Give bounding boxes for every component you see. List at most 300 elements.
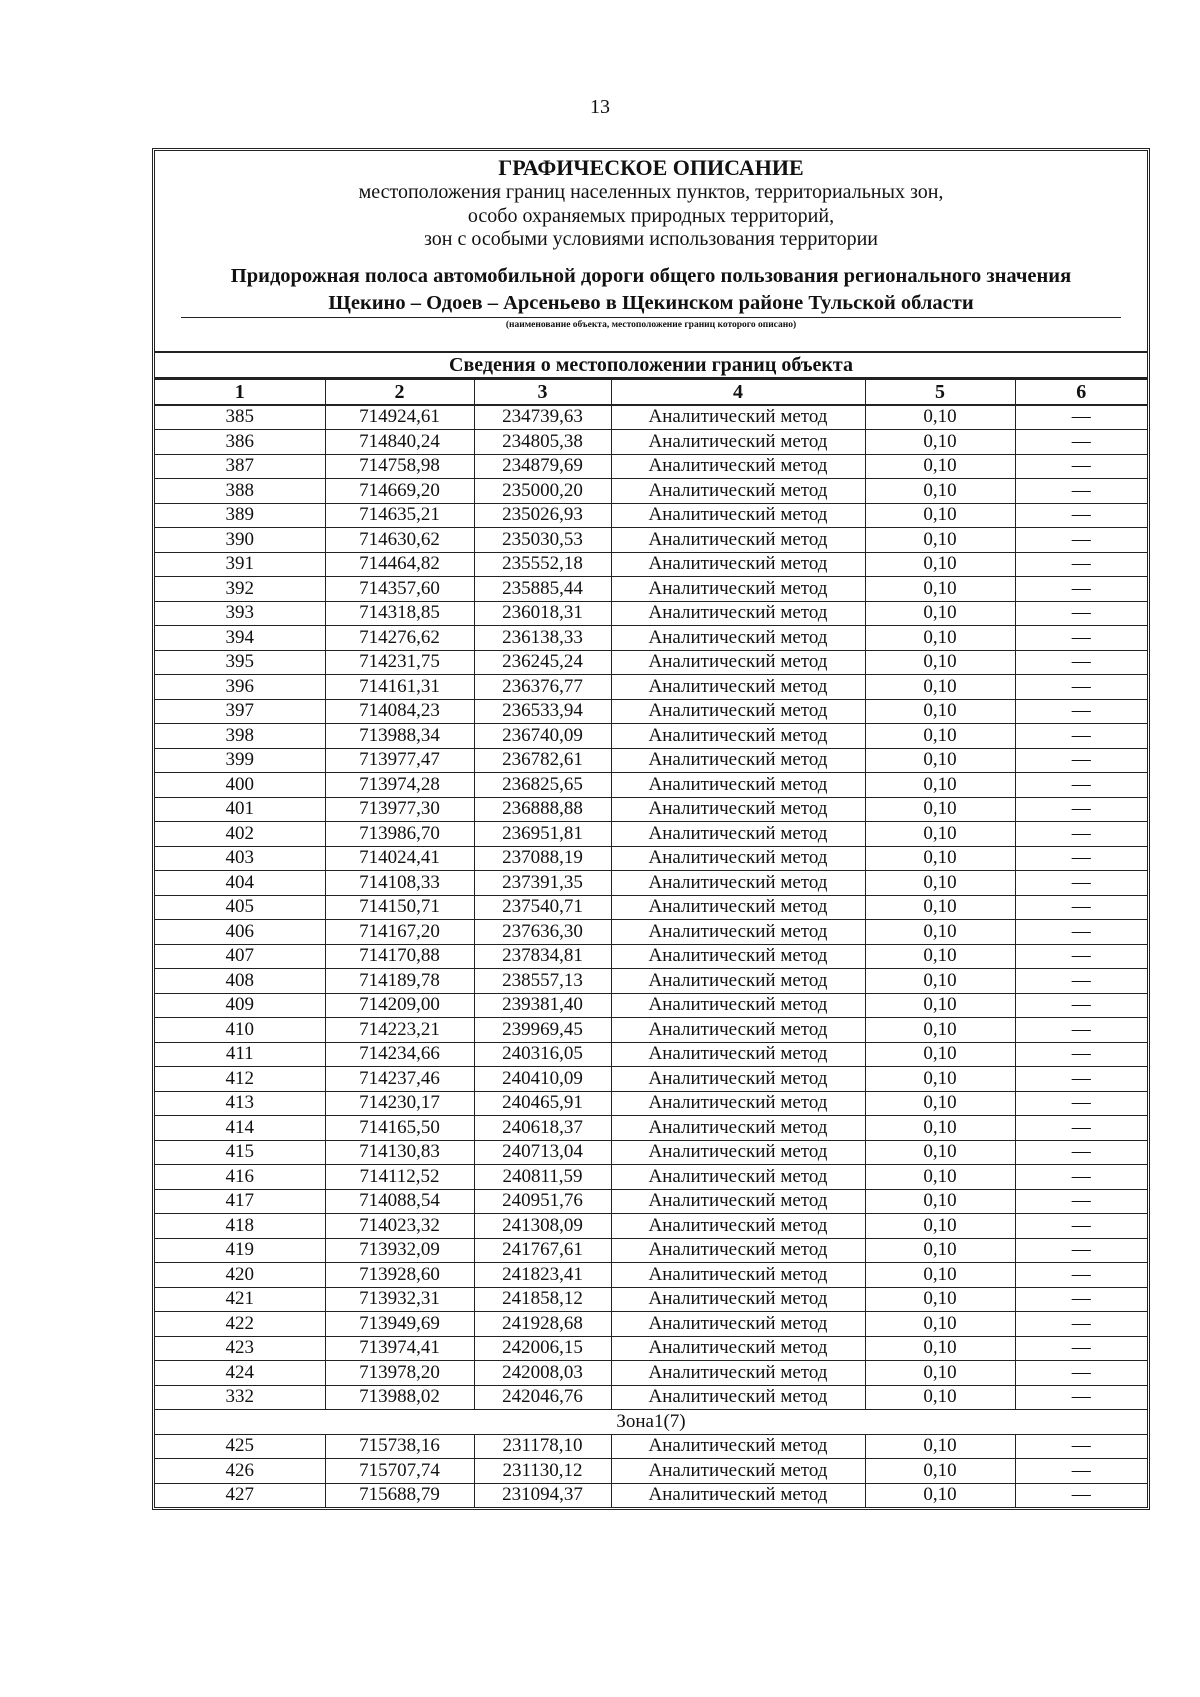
point-number-cell: 408 (155, 969, 325, 994)
x-coordinate-cell: 714464,82 (325, 552, 474, 577)
y-coordinate-cell: 237834,81 (474, 944, 611, 969)
x-coordinate-cell: 714130,83 (325, 1140, 474, 1165)
table-row (155, 675, 1147, 700)
x-coordinate-cell: 714223,21 (325, 1018, 474, 1043)
accuracy-cell: 0,10 (865, 1067, 1015, 1092)
description-cell: — (1015, 871, 1147, 896)
table-row (155, 1042, 1147, 1067)
x-coordinate-cell: 714108,33 (325, 871, 474, 896)
accuracy-cell: 0,10 (865, 601, 1015, 626)
x-coordinate-cell: 714669,20 (325, 479, 474, 504)
column-header: 3 (474, 380, 611, 405)
method-cell: Аналитический метод (611, 552, 865, 577)
y-coordinate-cell: 240713,04 (474, 1140, 611, 1165)
method-cell: Аналитический метод (611, 699, 865, 724)
table-row (155, 920, 1147, 945)
table-row (155, 577, 1147, 602)
description-cell: — (1015, 944, 1147, 969)
y-coordinate-cell: 235552,18 (474, 552, 611, 577)
y-coordinate-cell: 236782,61 (474, 748, 611, 773)
accuracy-cell: 0,10 (865, 650, 1015, 675)
description-cell: — (1015, 1336, 1147, 1361)
point-number-cell: 400 (155, 773, 325, 798)
method-cell: Аналитический метод (611, 479, 865, 504)
table-row (155, 724, 1147, 749)
point-number-cell: 424 (155, 1361, 325, 1386)
x-coordinate-cell: 715738,16 (325, 1434, 474, 1459)
point-number-cell: 402 (155, 822, 325, 847)
accuracy-cell: 0,10 (865, 675, 1015, 700)
description-cell: — (1015, 993, 1147, 1018)
point-number-cell: 332 (155, 1385, 325, 1410)
accuracy-cell: 0,10 (865, 1483, 1015, 1507)
point-number-cell: 413 (155, 1091, 325, 1116)
y-coordinate-cell: 236533,94 (474, 699, 611, 724)
document-subtitle (155, 181, 1147, 252)
document-title: ГРАФИЧЕСКОЕ ОПИСАНИЕ (498, 155, 804, 180)
table-row (155, 503, 1147, 528)
method-cell: Аналитический метод (611, 944, 865, 969)
method-cell: Аналитический метод (611, 895, 865, 920)
point-number-cell: 411 (155, 1042, 325, 1067)
x-coordinate-cell: 713988,02 (325, 1385, 474, 1410)
point-number-cell: 419 (155, 1238, 325, 1263)
table-row (155, 1091, 1147, 1116)
document-header (155, 151, 1147, 353)
table-row (155, 699, 1147, 724)
method-cell: Аналитический метод (611, 1140, 865, 1165)
table-row (155, 1189, 1147, 1214)
y-coordinate-cell: 241823,41 (474, 1263, 611, 1288)
table-row (155, 1263, 1147, 1288)
method-cell: Аналитический метод (611, 405, 865, 430)
y-coordinate-cell: 240465,91 (474, 1091, 611, 1116)
method-cell: Аналитический метод (611, 920, 865, 945)
description-cell: — (1015, 797, 1147, 822)
accuracy-cell: 0,10 (865, 1238, 1015, 1263)
method-cell: Аналитический метод (611, 1434, 865, 1459)
point-number-cell: 396 (155, 675, 325, 700)
table-row (155, 797, 1147, 822)
description-cell: — (1015, 1140, 1147, 1165)
table-row (155, 1165, 1147, 1190)
accuracy-cell: 0,10 (865, 1385, 1015, 1410)
method-cell: Аналитический метод (611, 773, 865, 798)
point-number-cell: 414 (155, 1116, 325, 1141)
x-coordinate-cell: 714165,50 (325, 1116, 474, 1141)
description-cell: — (1015, 1116, 1147, 1141)
point-number-cell: 394 (155, 626, 325, 651)
y-coordinate-cell: 231178,10 (474, 1434, 611, 1459)
accuracy-cell: 0,10 (865, 1091, 1015, 1116)
table-row (155, 1483, 1147, 1507)
x-coordinate-cell: 715688,79 (325, 1483, 474, 1507)
description-cell: — (1015, 430, 1147, 455)
description-cell: — (1015, 1214, 1147, 1239)
point-number-cell: 397 (155, 699, 325, 724)
zone-label: Зона1(7) (155, 1410, 1147, 1435)
x-coordinate-cell: 714237,46 (325, 1067, 474, 1092)
accuracy-cell: 0,10 (865, 1042, 1015, 1067)
method-cell: Аналитический метод (611, 601, 865, 626)
table-row (155, 430, 1147, 455)
x-coordinate-cell: 714209,00 (325, 993, 474, 1018)
table-row (155, 895, 1147, 920)
accuracy-cell: 0,10 (865, 993, 1015, 1018)
x-coordinate-cell: 714230,17 (325, 1091, 474, 1116)
description-cell: — (1015, 1459, 1147, 1484)
y-coordinate-cell: 234879,69 (474, 454, 611, 479)
x-coordinate-cell: 713928,60 (325, 1263, 474, 1288)
accuracy-cell: 0,10 (865, 528, 1015, 553)
y-coordinate-cell: 234739,63 (474, 405, 611, 430)
y-coordinate-cell: 231130,12 (474, 1459, 611, 1484)
page-number: 13 (590, 96, 610, 118)
accuracy-cell: 0,10 (865, 1361, 1015, 1386)
point-number-cell: 391 (155, 552, 325, 577)
accuracy-cell: 0,10 (865, 1116, 1015, 1141)
description-cell: — (1015, 748, 1147, 773)
accuracy-cell: 0,10 (865, 1434, 1015, 1459)
table-row (155, 1459, 1147, 1484)
point-number-cell: 390 (155, 528, 325, 553)
subtitle-line: особо охраняемых природных территорий, (467, 204, 835, 227)
point-number-cell: 407 (155, 944, 325, 969)
x-coordinate-cell: 713949,69 (325, 1312, 474, 1337)
accuracy-cell: 0,10 (865, 503, 1015, 528)
table-row (155, 773, 1147, 798)
description-cell: — (1015, 528, 1147, 553)
y-coordinate-cell: 236740,09 (474, 724, 611, 749)
description-cell: — (1015, 503, 1147, 528)
x-coordinate-cell: 713988,34 (325, 724, 474, 749)
x-coordinate-cell: 714084,23 (325, 699, 474, 724)
accuracy-cell: 0,10 (865, 920, 1015, 945)
y-coordinate-cell: 240410,09 (474, 1067, 611, 1092)
description-cell: — (1015, 822, 1147, 847)
accuracy-cell: 0,10 (865, 454, 1015, 479)
y-coordinate-cell: 242046,76 (474, 1385, 611, 1410)
point-number-cell: 385 (155, 405, 325, 430)
point-number-cell: 389 (155, 503, 325, 528)
y-coordinate-cell: 237391,35 (474, 871, 611, 896)
x-coordinate-cell: 714189,78 (325, 969, 474, 994)
y-coordinate-cell: 235030,53 (474, 528, 611, 553)
y-coordinate-cell: 240951,76 (474, 1189, 611, 1214)
table-row (155, 1140, 1147, 1165)
description-cell: — (1015, 626, 1147, 651)
description-cell: — (1015, 1189, 1147, 1214)
y-coordinate-cell: 237540,71 (474, 895, 611, 920)
x-coordinate-cell: 714170,88 (325, 944, 474, 969)
object-underline (181, 317, 1121, 318)
description-cell: — (1015, 699, 1147, 724)
description-cell: — (1015, 1042, 1147, 1067)
point-number-cell: 426 (155, 1459, 325, 1484)
point-number-cell: 403 (155, 846, 325, 871)
x-coordinate-cell: 713974,41 (325, 1336, 474, 1361)
point-number-cell: 409 (155, 993, 325, 1018)
method-cell: Аналитический метод (611, 1238, 865, 1263)
method-cell: Аналитический метод (611, 1459, 865, 1484)
description-cell: — (1015, 724, 1147, 749)
description-cell: — (1015, 1287, 1147, 1312)
method-cell: Аналитический метод (611, 1067, 865, 1092)
method-cell: Аналитический метод (611, 846, 865, 871)
object-name-line: Придорожная полоса автомобильной дороги общего пользования регионального значения (230, 265, 1072, 287)
accuracy-cell: 0,10 (865, 1312, 1015, 1337)
table-row (155, 479, 1147, 504)
description-cell: — (1015, 675, 1147, 700)
table-row (155, 748, 1147, 773)
point-number-cell: 406 (155, 920, 325, 945)
description-cell: — (1015, 454, 1147, 479)
x-coordinate-cell: 713978,20 (325, 1361, 474, 1386)
point-number-cell: 410 (155, 1018, 325, 1043)
method-cell: Аналитический метод (611, 675, 865, 700)
y-coordinate-cell: 241928,68 (474, 1312, 611, 1337)
y-coordinate-cell: 240618,37 (474, 1116, 611, 1141)
y-coordinate-cell: 236825,65 (474, 773, 611, 798)
description-cell: — (1015, 1434, 1147, 1459)
y-coordinate-cell: 241767,61 (474, 1238, 611, 1263)
description-cell: — (1015, 552, 1147, 577)
table-row (155, 1434, 1147, 1459)
y-coordinate-cell: 236376,77 (474, 675, 611, 700)
point-number-cell: 418 (155, 1214, 325, 1239)
accuracy-cell: 0,10 (865, 773, 1015, 798)
column-header: 2 (325, 380, 474, 405)
coordinates-table (155, 379, 1147, 1507)
table-row (155, 1238, 1147, 1263)
accuracy-cell: 0,10 (865, 577, 1015, 602)
accuracy-cell: 0,10 (865, 1459, 1015, 1484)
table-row (155, 993, 1147, 1018)
y-coordinate-cell: 236138,33 (474, 626, 611, 651)
table-row (155, 1116, 1147, 1141)
method-cell: Аналитический метод (611, 454, 865, 479)
table-row (155, 822, 1147, 847)
method-cell: Аналитический метод (611, 1336, 865, 1361)
accuracy-cell: 0,10 (865, 822, 1015, 847)
accuracy-cell: 0,10 (865, 846, 1015, 871)
table-row (155, 1287, 1147, 1312)
method-cell: Аналитический метод (611, 1116, 865, 1141)
table-row (155, 1067, 1147, 1092)
method-cell: Аналитический метод (611, 724, 865, 749)
description-cell: — (1015, 1091, 1147, 1116)
point-number-cell: 386 (155, 430, 325, 455)
y-coordinate-cell: 236888,88 (474, 797, 611, 822)
accuracy-cell: 0,10 (865, 1336, 1015, 1361)
description-cell: — (1015, 1263, 1147, 1288)
description-cell: — (1015, 1018, 1147, 1043)
x-coordinate-cell: 714167,20 (325, 920, 474, 945)
method-cell: Аналитический метод (611, 1214, 865, 1239)
y-coordinate-cell: 241858,12 (474, 1287, 611, 1312)
method-cell: Аналитический метод (611, 1483, 865, 1507)
accuracy-cell: 0,10 (865, 797, 1015, 822)
object-name-line: Щекино – Одоев – Арсеньево в Щекинском районе Тульской области (328, 292, 974, 314)
table-row (155, 871, 1147, 896)
object-name (155, 263, 1147, 317)
table-row (155, 650, 1147, 675)
x-coordinate-cell: 714150,71 (325, 895, 474, 920)
table-row (155, 405, 1147, 430)
point-number-cell: 404 (155, 871, 325, 896)
method-cell: Аналитический метод (611, 1165, 865, 1190)
point-number-cell: 412 (155, 1067, 325, 1092)
point-number-cell: 393 (155, 601, 325, 626)
description-cell: — (1015, 1312, 1147, 1337)
method-cell: Аналитический метод (611, 1018, 865, 1043)
x-coordinate-cell: 713974,28 (325, 773, 474, 798)
x-coordinate-cell: 714630,62 (325, 528, 474, 553)
method-cell: Аналитический метод (611, 1361, 865, 1386)
x-coordinate-cell: 714840,24 (325, 430, 474, 455)
description-cell: — (1015, 650, 1147, 675)
description-cell: — (1015, 1238, 1147, 1263)
x-coordinate-cell: 714023,32 (325, 1214, 474, 1239)
x-coordinate-cell: 714276,62 (325, 626, 474, 651)
accuracy-cell: 0,10 (865, 1018, 1015, 1043)
y-coordinate-cell: 236951,81 (474, 822, 611, 847)
point-number-cell: 425 (155, 1434, 325, 1459)
method-cell: Аналитический метод (611, 626, 865, 651)
method-cell: Аналитический метод (611, 822, 865, 847)
x-coordinate-cell: 713932,09 (325, 1238, 474, 1263)
method-cell: Аналитический метод (611, 1287, 865, 1312)
x-coordinate-cell: 714758,98 (325, 454, 474, 479)
accuracy-cell: 0,10 (865, 552, 1015, 577)
description-cell: — (1015, 1385, 1147, 1410)
y-coordinate-cell: 238557,13 (474, 969, 611, 994)
y-coordinate-cell: 235026,93 (474, 503, 611, 528)
accuracy-cell: 0,10 (865, 626, 1015, 651)
description-cell: — (1015, 1165, 1147, 1190)
subtitle-line: местоположения границ населенных пунктов, территориальных зон, (358, 181, 944, 203)
section-title: Сведения о местоположении границ объекта (155, 353, 1147, 379)
accuracy-cell: 0,10 (865, 699, 1015, 724)
y-coordinate-cell: 240811,59 (474, 1165, 611, 1190)
table-row (155, 1312, 1147, 1337)
description-cell: — (1015, 601, 1147, 626)
y-coordinate-cell: 239969,45 (474, 1018, 611, 1043)
x-coordinate-cell: 713986,70 (325, 822, 474, 847)
accuracy-cell: 0,10 (865, 405, 1015, 430)
point-number-cell: 401 (155, 797, 325, 822)
method-cell: Аналитический метод (611, 1091, 865, 1116)
method-cell: Аналитический метод (611, 1263, 865, 1288)
y-coordinate-cell: 242008,03 (474, 1361, 611, 1386)
y-coordinate-cell: 242006,15 (474, 1336, 611, 1361)
point-number-cell: 387 (155, 454, 325, 479)
x-coordinate-cell: 714112,52 (325, 1165, 474, 1190)
point-number-cell: 420 (155, 1263, 325, 1288)
point-number-cell: 392 (155, 577, 325, 602)
method-cell: Аналитический метод (611, 748, 865, 773)
x-coordinate-cell: 714924,61 (325, 405, 474, 430)
x-coordinate-cell: 714234,66 (325, 1042, 474, 1067)
x-coordinate-cell: 714161,31 (325, 675, 474, 700)
y-coordinate-cell: 240316,05 (474, 1042, 611, 1067)
document-frame (152, 148, 1150, 1510)
accuracy-cell: 0,10 (865, 871, 1015, 896)
table-row (155, 626, 1147, 651)
table-header-row (155, 380, 1147, 405)
table-row (155, 1361, 1147, 1386)
column-header: 6 (1015, 380, 1147, 405)
accuracy-cell: 0,10 (865, 724, 1015, 749)
y-coordinate-cell: 239381,40 (474, 993, 611, 1018)
description-cell: — (1015, 479, 1147, 504)
description-cell: — (1015, 969, 1147, 994)
object-caption: (наименование объекта, местоположение границ которого описано) (505, 320, 797, 330)
y-coordinate-cell: 237636,30 (474, 920, 611, 945)
subtitle-line: зон с особыми условиями использования территории (423, 228, 879, 250)
table-row (155, 528, 1147, 553)
accuracy-cell: 0,10 (865, 895, 1015, 920)
x-coordinate-cell: 713977,47 (325, 748, 474, 773)
table-row (155, 1336, 1147, 1361)
point-number-cell: 427 (155, 1483, 325, 1507)
y-coordinate-cell: 236018,31 (474, 601, 611, 626)
accuracy-cell: 0,10 (865, 1287, 1015, 1312)
description-cell: — (1015, 1067, 1147, 1092)
table-row (155, 552, 1147, 577)
point-number-cell: 416 (155, 1165, 325, 1190)
description-cell: — (1015, 895, 1147, 920)
y-coordinate-cell: 235885,44 (474, 577, 611, 602)
accuracy-cell: 0,10 (865, 430, 1015, 455)
table-row (155, 601, 1147, 626)
description-cell: — (1015, 405, 1147, 430)
point-number-cell: 405 (155, 895, 325, 920)
table-row (155, 1018, 1147, 1043)
y-coordinate-cell: 236245,24 (474, 650, 611, 675)
accuracy-cell: 0,10 (865, 1263, 1015, 1288)
accuracy-cell: 0,10 (865, 1189, 1015, 1214)
method-cell: Аналитический метод (611, 577, 865, 602)
point-number-cell: 415 (155, 1140, 325, 1165)
y-coordinate-cell: 234805,38 (474, 430, 611, 455)
description-cell: — (1015, 846, 1147, 871)
y-coordinate-cell: 231094,37 (474, 1483, 611, 1507)
method-cell: Аналитический метод (611, 430, 865, 455)
x-coordinate-cell: 714635,21 (325, 503, 474, 528)
x-coordinate-cell: 714024,41 (325, 846, 474, 871)
accuracy-cell: 0,10 (865, 969, 1015, 994)
point-number-cell: 388 (155, 479, 325, 504)
x-coordinate-cell: 714357,60 (325, 577, 474, 602)
accuracy-cell: 0,10 (865, 748, 1015, 773)
method-cell: Аналитический метод (611, 1385, 865, 1410)
description-cell: — (1015, 577, 1147, 602)
method-cell: Аналитический метод (611, 528, 865, 553)
zone-row (155, 1410, 1147, 1435)
method-cell: Аналитический метод (611, 797, 865, 822)
x-coordinate-cell: 713932,31 (325, 1287, 474, 1312)
point-number-cell: 398 (155, 724, 325, 749)
method-cell: Аналитический метод (611, 969, 865, 994)
column-header: 4 (611, 380, 865, 405)
table-row (155, 846, 1147, 871)
description-cell: — (1015, 773, 1147, 798)
x-coordinate-cell: 714231,75 (325, 650, 474, 675)
method-cell: Аналитический метод (611, 993, 865, 1018)
column-header: 1 (155, 380, 325, 405)
accuracy-cell: 0,10 (865, 1165, 1015, 1190)
